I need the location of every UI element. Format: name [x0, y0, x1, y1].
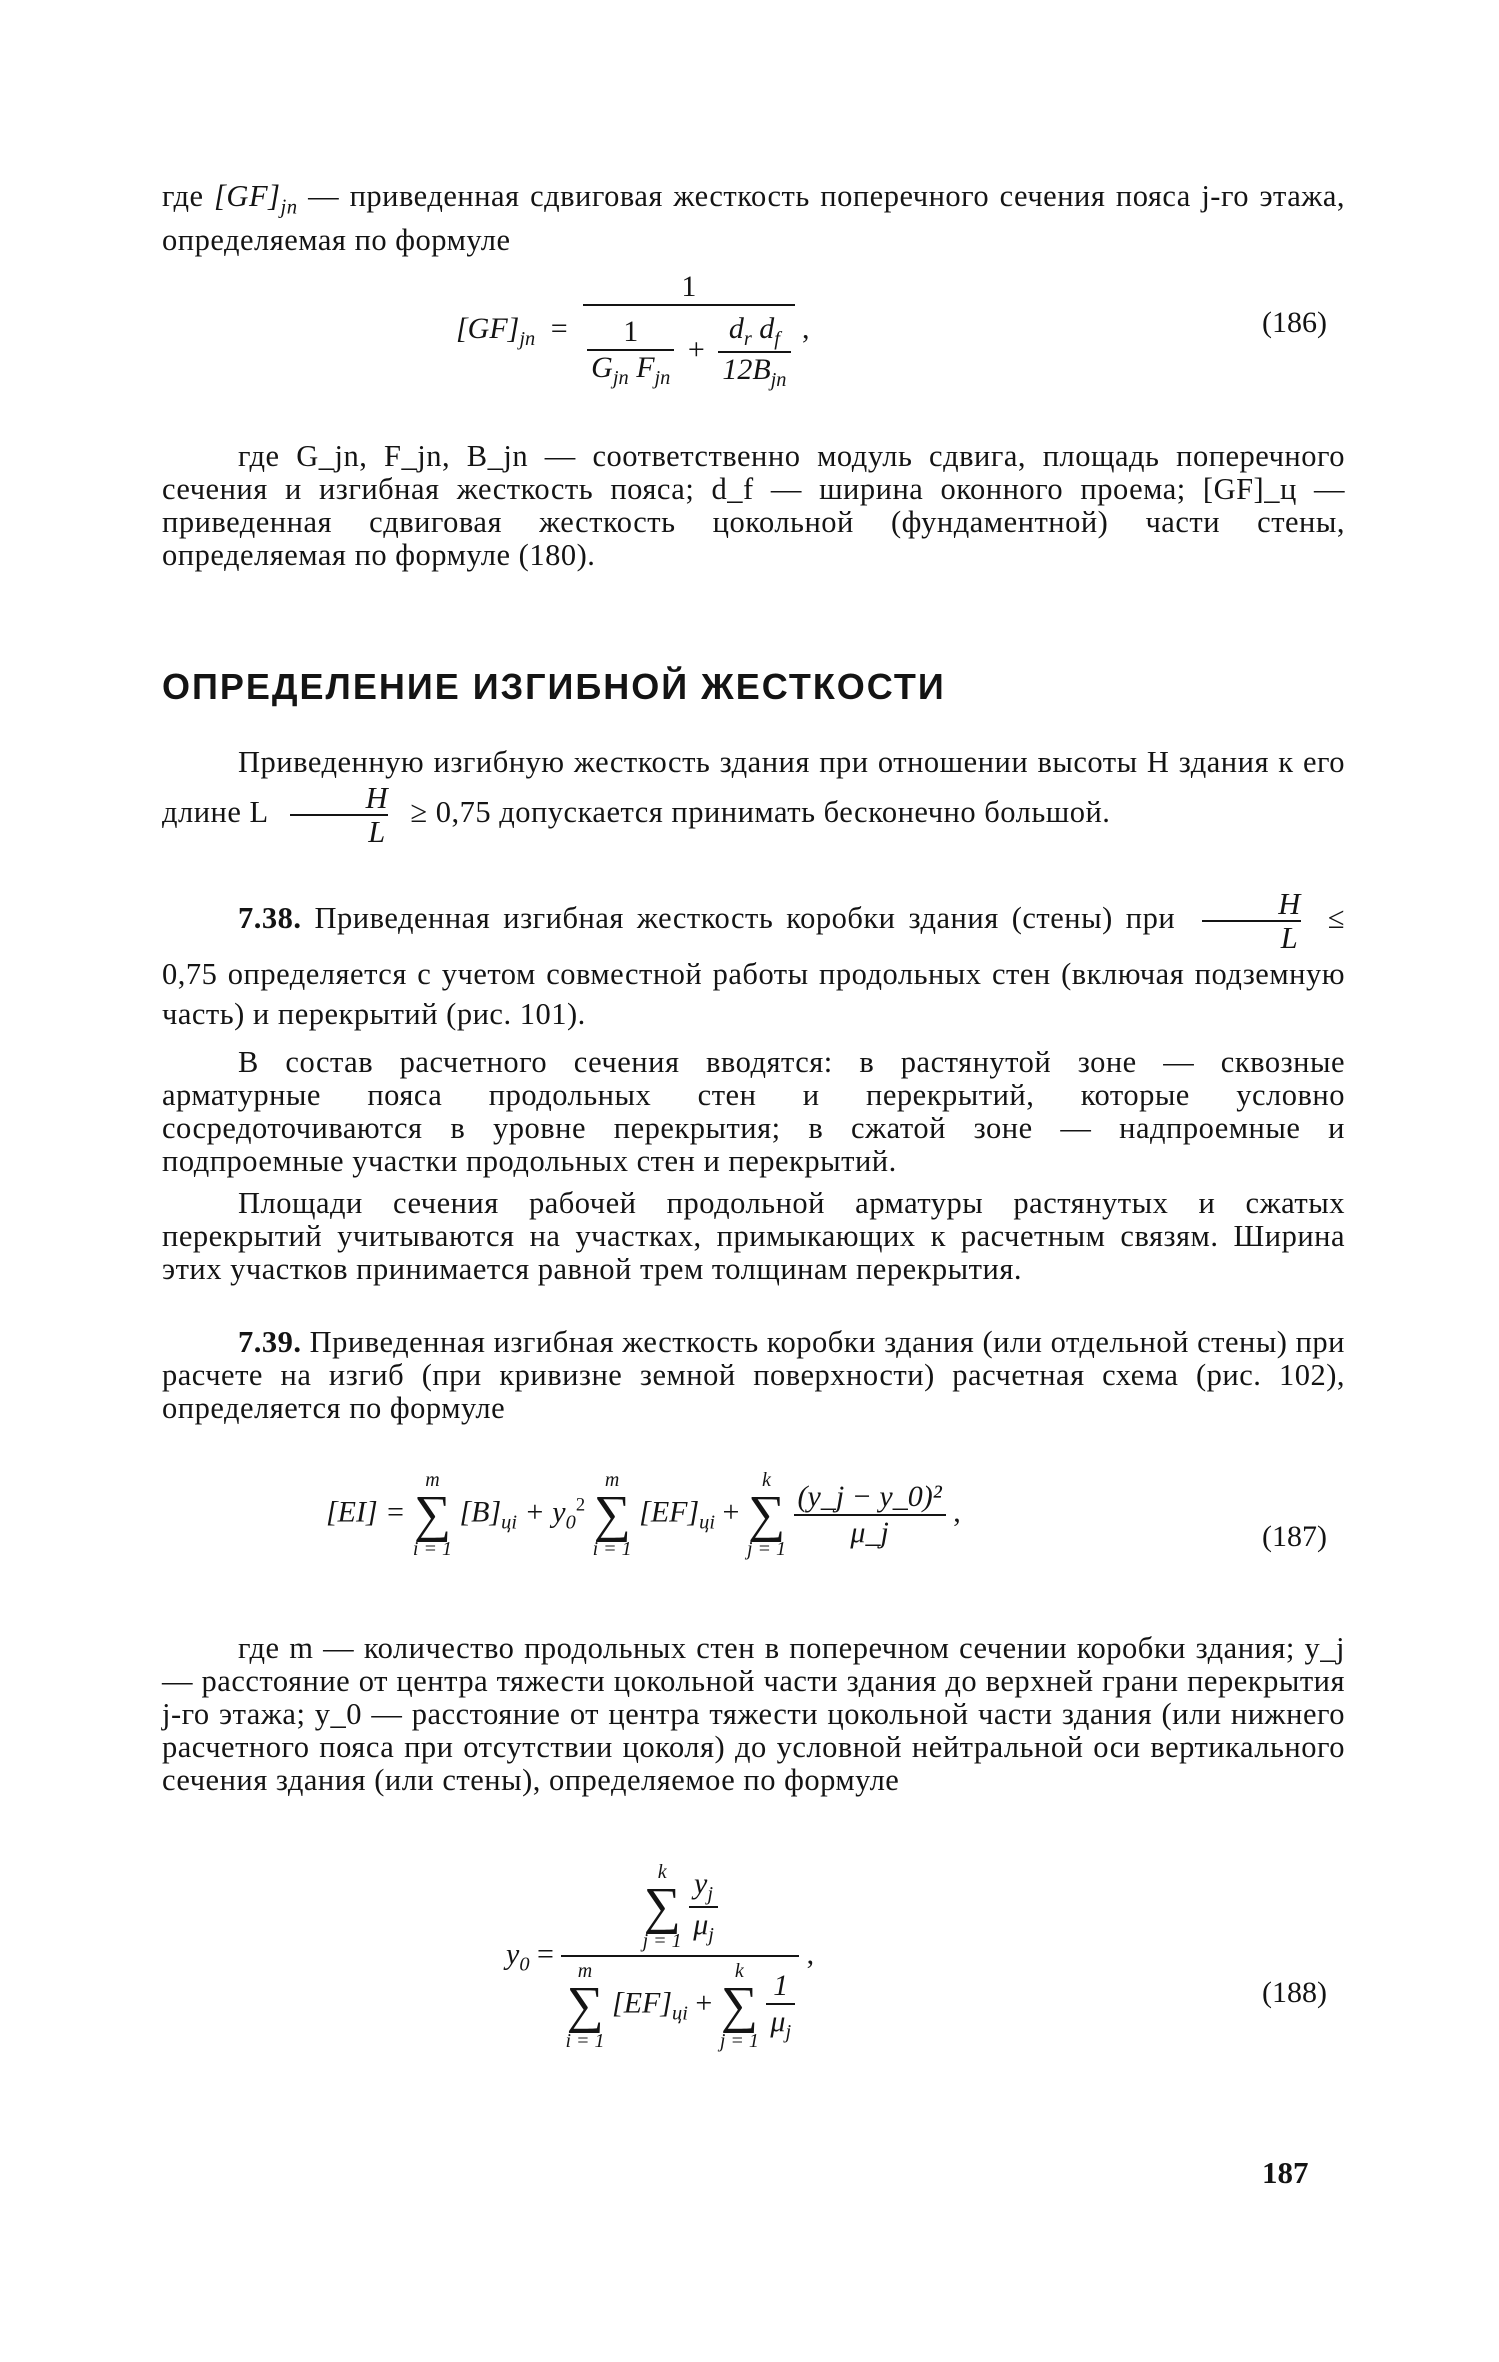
- eq186-term1-den-g-sub: jn: [612, 366, 629, 389]
- equation-186: $[GF]_{jn}$ = 1 $\frac{1}{G_{jn} F_{jn}}$ + $\frac{d_r d_f}{12B_{jn}}$ ,: [456, 270, 810, 392]
- eq186-term2-num-b-sub: f: [774, 328, 780, 351]
- paragraph-7-38: [162, 888, 1345, 1034]
- eq186-numerator: 1: [681, 270, 697, 303]
- eq186-term2-num-b: d: [759, 312, 775, 345]
- ratio-num: H: [365, 781, 389, 815]
- eq187-term1: [B]: [459, 1495, 502, 1529]
- eq186-lhs-sub: jn: [519, 328, 536, 351]
- eq187-plus-y: + y: [524, 1495, 566, 1529]
- eq188-top-sum: k ∑ j = 1: [642, 1861, 682, 1953]
- eq186-term2-den: 12B: [722, 353, 771, 387]
- eq187-y-sub: 0: [565, 1511, 576, 1534]
- eq187-term2: [EF]: [639, 1495, 700, 1529]
- eq188-lhs: y: [506, 1937, 520, 1971]
- intro-symbol-sub: jn: [280, 196, 298, 219]
- eq187-lhs: [EI] =: [326, 1495, 406, 1529]
- eq187-sum3-top: k: [762, 1469, 771, 1491]
- eq187-sum1: m ∑ i = 1: [412, 1469, 452, 1561]
- eq187-term2-sub: цi: [699, 1511, 716, 1534]
- eq187-sum1-bot: i = 1: [412, 1538, 452, 1561]
- definitions-186: где G_jn, F_jn, B_jn — соответственно модуль сдвига, площадь поперечного сечения и изгибная жесткость пояса; d_f — ширина оконного проема; [GF]_ц — приведенная сдвиговая жесткость цокольной (фундаментной) части стены, определяемая по формуле (180).: [162, 439, 1345, 572]
- eq187-frac-den: μ_j: [794, 1514, 946, 1550]
- eq187-sum2: m ∑ i = 1: [592, 1469, 632, 1561]
- equation-188: $y_0$ = k ∑ j = 1 $\frac{y_j}{\mu_j}$ m ∑ i = 1 $[EF]_{цi}$ + k ∑ j = 1 $\frac{1}{\mu_j}$ ,: [506, 1861, 815, 2052]
- eq187-sum3-bot: j = 1: [746, 1538, 787, 1561]
- eq186-term2: [718, 312, 790, 392]
- intro-prefix: где: [162, 179, 204, 213]
- eq188-bot-sum2: k ∑ j = 1: [719, 1960, 759, 2052]
- eq186-term1: [587, 315, 674, 390]
- eq188-top-frac-num: y: [694, 1866, 708, 1900]
- ratio-paragraph: [162, 742, 1345, 848]
- ratio-den: L: [290, 814, 389, 848]
- eq187-number: (187): [1262, 1520, 1327, 1553]
- eq186-term2-num-a: d: [728, 312, 744, 345]
- eq186-term1-num: 1: [623, 314, 639, 348]
- eq186-term1-den-f: F: [636, 350, 655, 384]
- label-7-39: 7.39.: [238, 1325, 302, 1359]
- section-composition-paragraph: В состав расчетного сечения вводятся: в растянутой зоне — сквозные арматурные пояса продольных стен и перекрытий, которые условно сосредоточиваются в уровне перекрытия; в сжатой зоне — надпроемные и подпроемные участки продольных стен и перекрытий.: [162, 1045, 1345, 1178]
- eq188-bot-frac-num: 1: [773, 1968, 789, 2002]
- text-7-38-b: ≤ 0,75 определяется с учетом совместной работы продольных стен (включая подземную часть) и перекрытий (рис. 101).: [162, 901, 1346, 1032]
- areas-paragraph: Площади сечения рабочей продольной арматуры растянутых и сжатых перекрытий учитываются на участках, примыкающих к расчетным связям. Ширина этих участков принимается равной трем толщинам перекрытия.: [162, 1186, 1345, 1286]
- eq186-term2-num-a-sub: r: [743, 328, 752, 351]
- definitions-187: где m — количество продольных стен в поперечном сечении коробки здания; y_j — расстояние от центра тяжести цокольной части здания до верхней грани перекрытия j-го этажа; y_0 — расстояние от центра тяжести цокольной части здания (или нижнего расчетного пояса при отсутствии цоколя) до условной нейтральной оси вертикального сечения здания (или стены), определяемое по формуле: [162, 1631, 1345, 1797]
- eq187-sum2-top: m: [604, 1469, 620, 1491]
- intro-paragraph: [162, 180, 1345, 257]
- eq187-term1-sub: цi: [501, 1511, 518, 1534]
- eq188-top-sum-bot: j = 1: [642, 1930, 682, 1953]
- section-heading: ОПРЕДЕЛЕНИЕ ИЗГИБНОЙ ЖЕСТКОСТИ: [162, 666, 946, 707]
- eq186-term2-den-sub: jn: [770, 369, 787, 392]
- eq188-bot-fraction: [766, 1969, 795, 2044]
- eq188-bot-sum2-top: k: [734, 1960, 744, 1983]
- text-7-39: Приведенная изгибная жесткость коробки здания (или отдельной стены) при расчете на изгиб (при кривизне земной поверхности) расчетная схема (рис. 102), определяется по формуле: [162, 1325, 1345, 1425]
- intro-symbol: [GF]: [214, 179, 281, 213]
- eq188-bot-term: [EF]: [612, 1986, 673, 2020]
- eq188-lhs-sub: 0: [519, 1953, 530, 1976]
- eq188-bot-sum2-bot: j = 1: [719, 2029, 759, 2052]
- eq188-top-frac-den: μ: [693, 1907, 709, 1941]
- eq188-number: (188): [1262, 1976, 1327, 2009]
- eq188-bot-plus: +: [695, 1986, 713, 2020]
- eq187-y-sup: 2: [575, 1494, 586, 1516]
- eq187-plus: +: [722, 1495, 740, 1529]
- intro-text: — приведенная сдвиговая жесткость поперечного сечения пояса j-го этажа, определяемая по формуле: [162, 179, 1346, 258]
- eq188-bot-sum1-bot: i = 1: [565, 2029, 605, 2052]
- eq188-bot-sum1: m ∑ i = 1: [565, 1960, 605, 2052]
- fraction-7-38: [1202, 888, 1301, 954]
- eq188-bot-sum1-top: m: [577, 1960, 593, 1983]
- label-7-38: 7.38.: [238, 901, 302, 936]
- eq186-main-fraction: 1 $\frac{1}{G_{jn} F_{jn}}$ + $\frac{d_r d_f}{12B_{jn}}$: [583, 270, 794, 392]
- text-7-38-a: Приведенная изгибная жесткость коробки здания (стены) при: [314, 901, 1176, 936]
- eq188-top-fraction: [689, 1867, 718, 1947]
- eq186-term1-den-f-sub: jn: [654, 366, 671, 389]
- eq187-sum3: k ∑ j = 1: [746, 1469, 787, 1561]
- fraction-7-38-num: H: [1278, 887, 1301, 921]
- eq188-top-frac-num-sub: j: [707, 1882, 714, 1905]
- ratio-text-a: Приведенную изгибную жесткость здания при отношении высоты H здания к его длине L: [162, 745, 1345, 830]
- eq187-sum2-bot: i = 1: [592, 1538, 632, 1561]
- page-number: 187: [1262, 2155, 1309, 2190]
- eq188-main-fraction: [561, 1862, 799, 2051]
- eq187-sum1-top: m: [425, 1469, 440, 1491]
- paragraph-7-39: [162, 1326, 1345, 1425]
- eq186-lhs: [GF]: [456, 312, 520, 346]
- equation-187: [EI] = m ∑ i = 1 $[B]_{цi} + y_0^2$ m ∑ i = 1 $[EF]_{цi}$ + k ∑ j = 1 $\frac{\text{(y\_j − y\_0)²}}{\mu\_j}$ ,: [326, 1469, 961, 1561]
- fraction-7-38-den: L: [1202, 920, 1301, 954]
- ratio-fraction: [290, 782, 389, 848]
- eq188-equals: =: [537, 1937, 554, 1971]
- eq188-bot-frac-den: μ: [770, 2004, 786, 2038]
- eq188-bot-frac-den-sub: j: [785, 2020, 792, 2043]
- eq187-frac-num: (y_j − y_0)²: [797, 1479, 942, 1513]
- ratio-text-b: ≥ 0,75 допускается принимать бесконечно большой.: [410, 795, 1111, 830]
- eq186-number: (186): [1262, 306, 1327, 339]
- eq188-top-sum-top: k: [657, 1861, 667, 1883]
- eq186-term1-den-g: G: [591, 350, 613, 384]
- eq188-bot-term-sub: цi: [672, 2003, 688, 2026]
- eq188-top-frac-den-sub: j: [708, 1923, 714, 1946]
- eq187-fraction: [794, 1480, 946, 1550]
